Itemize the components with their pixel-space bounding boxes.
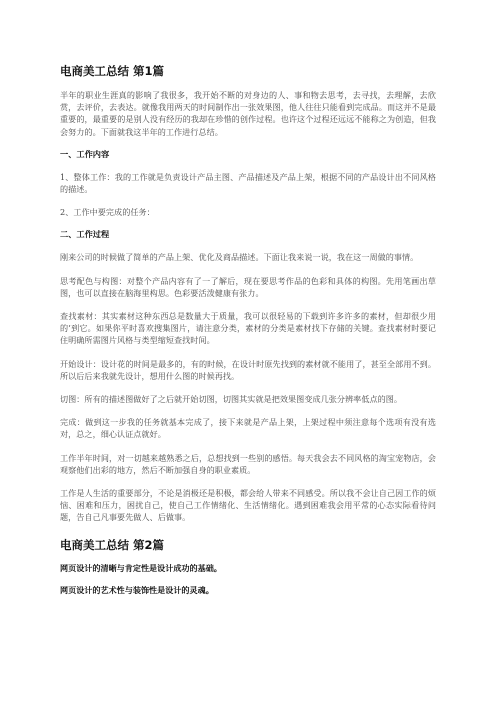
work-item-2: 2、工作中要完成的任务： — [60, 207, 155, 218]
section1-heading: 一、工作内容 — [60, 148, 110, 159]
section2-heading: 二、工作过程 — [60, 229, 110, 240]
process-intro-paragraph: 刚来公司的时候做了简单的产品上架、优化及商品描述。下面让我来说一说，我在这一周做的事情。 — [60, 252, 419, 263]
article1-intro-paragraph: 半年的职业生涯真的影响了我很多，我开始不断的对身边的人、事和物去思考，去寻找，去理解，去欣赏，去评价，去表达。就像我用两天的时间制作出一张效果图，他人往往只能看到完成品。而这并不是最重要的，最重要的是别人没有经历的我却在珍惜的创作过程。也许这个过程还远远不能称之为创造，但我会努力的。下面就我这半年的工作进行总结。 — [60, 90, 436, 137]
process-design-paragraph: 开始设计：设计花的时间是最多的，有的时候，在设计时原先找到的素材就不能用了，甚至全部用不到。所以后后来我就先设计，想用什么图的时候再找。 — [60, 358, 436, 381]
process-slicing-paragraph: 切图：所有的描述图做好了之后就开始切图，切图其实就是把效果图变成几张分辨率低点的图。 — [60, 394, 403, 405]
article1-title: 电商美工总结 第1篇 — [60, 64, 165, 78]
reflection-paragraph: 工作半年时间，对一切越来越熟悉之后，总想找到一些别的感悟。每天我会去不同风格的淘宝宠物店，会观察他们出彩的地方，然后不断加强自身的职业素质。 — [60, 452, 436, 475]
work-item-1: 1、整体工作：我的工作就是负责设计产品主图、产品描述及产品上架，根据不同的产品设计出不同风格的描述。 — [60, 171, 436, 195]
article2-title: 电商美工总结 第2篇 — [60, 537, 165, 552]
closing-paragraph: 工作是人生活的重要部分，不论是消极还是积极，都会给人带来不同感受。所以我不会让自己因工作的烦恼、困难和压力，困扰自己，使自己工作情绪化、生活情绪化。遇到困难我会用平常的心态实际看待问题，告自己凡事要先做人、后做事。 — [60, 488, 436, 523]
process-materials-paragraph: 查找素材：其实素材这种东西总是数量大于质量，我可以很轻易的下载到许多许多的素材，但却很少用的’到它。如果你平时喜欢搜集图片，请注意分类，素材的分类是素材找下存储的关键。查找素材时要记住明确所需图片风格与类型缩短查找时间。 — [60, 311, 436, 346]
process-finish-paragraph: 完成：做到这一步我的任务就基本完成了，接下来就是产品上架，上架过程中须注意每个选项有没有选对，总之，细心认证点就好。 — [60, 417, 436, 440]
process-thinking-paragraph: 思考配色与构图：对整个产品内容有了一了解后，现在要思考作品的色彩和具体的构图。先用笔画出草图，也可以直接在脑海里构思。色彩要活泼健康有张力。 — [60, 275, 436, 298]
article2-line-1: 网页设计的清晰与肯定性是设计成功的基础。 — [60, 562, 222, 573]
article2-line-2: 网页设计的艺术性与装饰性是设计的灵魂。 — [60, 584, 214, 595]
